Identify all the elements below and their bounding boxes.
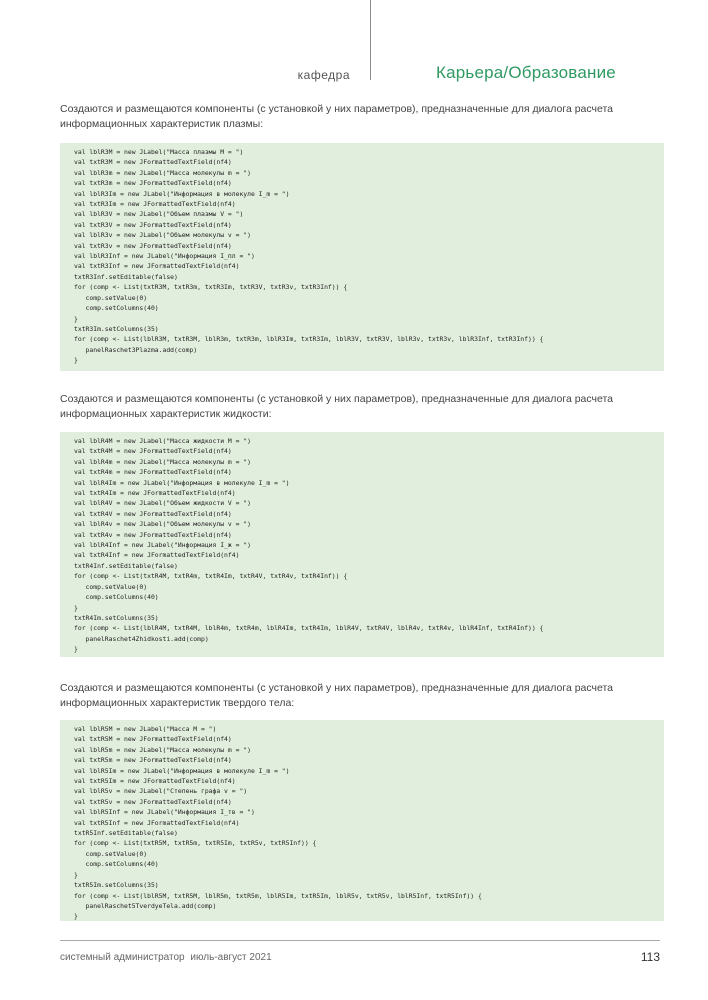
code-line: for (comp <- List(lblR4M, txtR4M, lblR4m, txtR4m, lblR4Im, txtR4Im, lblR4V, txtR4V, lblR4v, txtR4v, lblR4Inf, txtR4Inf)) { <box>74 624 544 633</box>
code-line: val txtR4m = new JFormattedTextField(nf4) <box>74 468 232 477</box>
page-number: 113 <box>640 950 660 964</box>
code-block-liquid <box>60 432 664 657</box>
code-line: panelRaschet5TverdyeTela.add(comp) <box>74 901 217 910</box>
code-line: panelRaschet3Plazma.add(comp) <box>74 345 198 354</box>
intro-paragraph-liquid: Создаются и размещаются компоненты (с установкой у них параметров), предназначенные для диалога расчета информационных характеристик жидкости: <box>60 393 614 420</box>
code-line: val lblR5v = new JLabel("Степень графа v = ") <box>74 787 248 796</box>
code-block-solid <box>60 720 664 921</box>
code-line: txtR5Im.setColumns(35) <box>74 881 159 890</box>
intro-paragraph-plasma: Создаются и размещаются компоненты (с установкой у них параметров), предназначенные для диалога расчета информационных характеристик плазмы: <box>60 103 614 130</box>
section-label-kafedra: кафедра <box>297 68 350 82</box>
code-line: val txtR5Im = new JFormattedTextField(nf4) <box>74 777 236 786</box>
code-line: comp.setValue(0) <box>74 582 148 591</box>
code-line: val txtR4M = new JFormattedTextField(nf4) <box>74 447 232 456</box>
code-line: for (comp <- List(txtR5M, txtR5m, txtR5Im, txtR5v, txtR5Inf)) { <box>74 839 317 848</box>
magazine-name: системный администратор <box>60 952 185 963</box>
footer-divider <box>60 940 660 941</box>
code-line: txtR5Inf.setEditable(false) <box>74 829 178 838</box>
code-line: val lblR3M = new JLabel("Масса плазмы M = ") <box>74 148 244 156</box>
code-line: val txtR3V = new JFormattedTextField(nf4) <box>74 220 232 229</box>
code-line: val txtR4Inf = new JFormattedTextField(nf4) <box>74 551 240 560</box>
code-line: val txtR4v = new JFormattedTextField(nf4) <box>74 530 232 539</box>
code-line: val lblR5Inf = new JLabel("Информация I_тв = ") <box>74 808 255 817</box>
code-line: panelRaschet4Zhidkosti.add(comp) <box>74 634 209 643</box>
code-line: val lblR4m = new JLabel("Масса молекулы m = ") <box>74 457 251 466</box>
code-line: for (comp <- List(lblR3M, txtR3M, lblR3m, txtR3m, lblR3Im, txtR3Im, lblR3V, txtR3V, lblR3v, txtR3v, lblR3Inf, txtR3Inf)) { <box>74 335 544 344</box>
code-line: val lblR4V = new JLabel("Объем жидкости V = ") <box>74 499 251 508</box>
code-line: comp.setValue(0) <box>74 293 148 302</box>
code-line: val txtR3Inf = new JFormattedTextField(nf4) <box>74 262 240 271</box>
code-block-plasma <box>60 143 664 371</box>
code-line: } <box>74 356 78 365</box>
code-line: val lblR3Im = new JLabel("Информация в молекуле I_m = ") <box>74 189 290 198</box>
issue-date: июль-август 2021 <box>190 952 272 963</box>
code-line: comp.setColumns(40) <box>74 860 159 869</box>
section-label-career-education: Карьера/Образование <box>436 63 616 82</box>
code-line: val txtR5m = new JFormattedTextField(nf4) <box>74 756 232 765</box>
code-line: } <box>74 603 78 612</box>
code-line: val lblR4Im = new JLabel("Информация в молекуле I_m = ") <box>74 478 290 487</box>
code-line: } <box>74 870 78 879</box>
code-line: val txtR5v = new JFormattedTextField(nf4) <box>74 797 232 806</box>
code-line: val txtR5M = new JFormattedTextField(nf4) <box>74 735 232 744</box>
intro-paragraph-solid: Создаются и размещаются компоненты (с установкой у них параметров), предназначенные для диалога расчета информационных характеристик твердого тела: <box>60 682 614 709</box>
code-line: txtR3Im.setColumns(35) <box>74 324 159 333</box>
code-line: val txtR3v = new JFormattedTextField(nf4) <box>74 241 232 250</box>
header-divider <box>370 0 371 80</box>
code-line: val lblR3V = new JLabel("Объем плазмы V = ") <box>74 210 244 219</box>
code-line: comp.setColumns(40) <box>74 304 159 313</box>
code-line: } <box>74 912 78 921</box>
code-line: } <box>74 314 78 323</box>
code-line: txtR4Inf.setEditable(false) <box>74 561 178 570</box>
code-line: val txtR3Im = new JFormattedTextField(nf4) <box>74 200 236 209</box>
code-line: val lblR5M = new JLabel("Масса M = ") <box>74 725 217 733</box>
code-line: val txtR3M = new JFormattedTextField(nf4) <box>74 158 232 167</box>
code-line: comp.setColumns(40) <box>74 593 159 602</box>
code-line: } <box>74 645 78 654</box>
code-line: val lblR3v = new JLabel("Объем молекулы v = ") <box>74 231 251 240</box>
code-line: val lblR5m = new JLabel("Масса молекулы m = ") <box>74 745 251 754</box>
code-line: val lblR3m = new JLabel("Масса молекулы m = ") <box>74 168 251 177</box>
footer-magazine-info <box>60 952 272 963</box>
code-line: val lblR4Inf = new JLabel("Информация I_ж = ") <box>74 541 251 550</box>
code-line: val txtR3m = new JFormattedTextField(nf4) <box>74 179 232 188</box>
code-line: val lblR4M = new JLabel("Масса жидкости M = ") <box>74 437 251 445</box>
code-line: for (comp <- List(lblR5M, txtR5M, lblR5m, txtR5m, lblR5Im, txtR5Im, lblR5v, txtR5v, lblR5Inf, txtR5Inf)) { <box>74 891 482 900</box>
code-line: val lblR4v = new JLabel("Объем молекулы v = ") <box>74 520 251 529</box>
code-line: val txtR4Im = new JFormattedTextField(nf4) <box>74 489 236 498</box>
code-line: comp.setValue(0) <box>74 849 148 858</box>
code-line: for (comp <- List(txtR4M, txtR4m, txtR4Im, txtR4V, txtR4v, txtR4Inf)) { <box>74 572 348 581</box>
code-line: for (comp <- List(txtR3M, txtR3m, txtR3Im, txtR3V, txtR3v, txtR3Inf)) { <box>74 283 348 292</box>
code-line: txtR3Inf.setEditable(false) <box>74 272 178 281</box>
code-line: val txtR5Inf = new JFormattedTextField(nf4) <box>74 818 240 827</box>
code-line: txtR4Im.setColumns(35) <box>74 613 159 622</box>
code-line: val lblR3Inf = new JLabel("Информация I_пл = ") <box>74 252 255 261</box>
code-line: val txtR4V = new JFormattedTextField(nf4) <box>74 509 232 518</box>
code-line: val lblR5Im = new JLabel("Информация в молекуле I_m = ") <box>74 766 290 775</box>
